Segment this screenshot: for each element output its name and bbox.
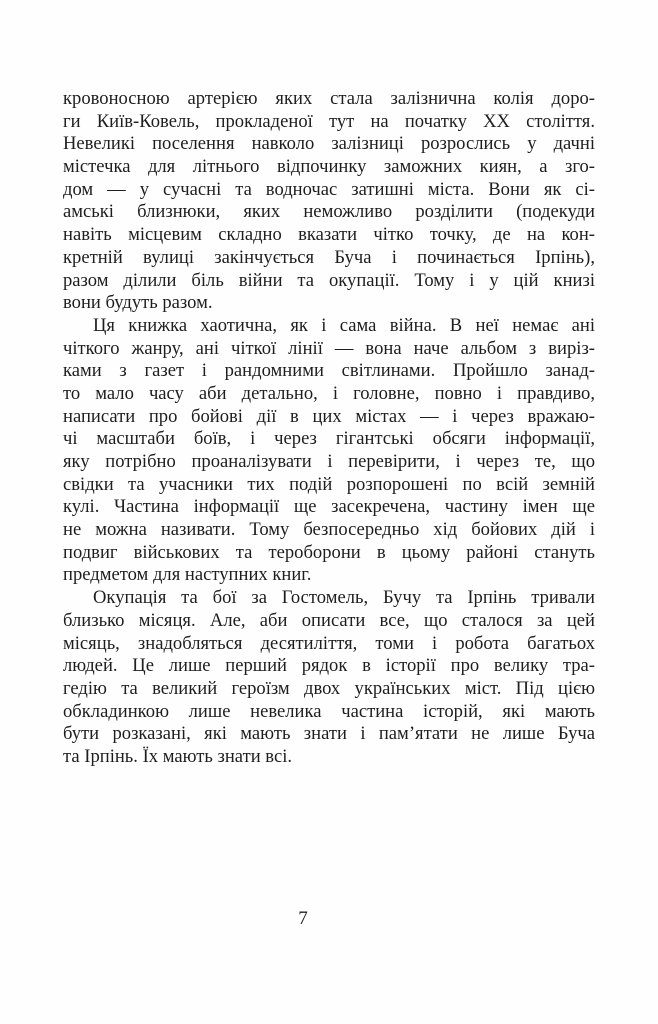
text-line: обкладинкою лише невелика частина історій, які мають [63, 700, 595, 722]
text-line: кулі. Частина інформації ще засекречена, частину імен ще [63, 496, 595, 518]
text-line: ками з газет і рандомними світлинами. Пройшло занад- [63, 360, 595, 382]
page-number: 7 [298, 908, 308, 929]
text-line: дом — у сучасні та водночас затишні міста. Вони як сі- [63, 178, 595, 200]
text-line: свідки та учасники тих подій розпорошені по всій земній [63, 473, 595, 495]
text-line: Ця книжка хаотична, як і сама війна. В неї немає ані [93, 314, 595, 336]
text-line: написати про бойові дії в цих містах — і через вражаю- [63, 405, 595, 427]
text-line: та Ірпінь. Їх мають знати всі. [63, 745, 293, 767]
text-line: то мало часу аби детально, і головне, повно і правдиво, [63, 382, 595, 404]
text-line: чі масштаби боїв, і через гігантські обсяги інформації, [63, 428, 595, 450]
text-line: бути розказані, які мають знати і пам’ятати не лише Буча [63, 723, 595, 745]
text-line: кретній вулиці закінчується Буча і починається Ірпінь), [63, 246, 595, 268]
text-line: предметом для наступних книг. [63, 564, 312, 586]
text-line: кровоносною артерією яких стала залізнична колія доро- [63, 88, 595, 109]
text-line: місяць, знадобляться десятиліття, томи і робота багатьох [63, 632, 595, 654]
text-line: не можна називати. Тому безпосередньо хід бойових дій і [63, 519, 595, 541]
text-line: містечка для літнього відпочинку заможних киян, а зго- [63, 156, 595, 178]
text-line: навіть місцевим складно вказати чітко точку, де на кон- [63, 224, 595, 246]
text-line: Окупація та бої за Гостомель, Бучу та Ірпінь тривали [93, 587, 595, 609]
text-line: Невеликі поселення навколо залізниці розрослись у дачні [63, 133, 595, 155]
text-line: амські близнюки, яких неможливо розділити (подекуди [63, 201, 595, 223]
text-line: ги Київ-Ковель, прокладеної тут на початку XX століття. [63, 110, 595, 132]
text-line: людей. Це лише перший рядок в історії про велику тра- [63, 655, 595, 677]
text-line: гедію та великий героїзм двох українських міст. Під цією [63, 677, 595, 699]
body-text [63, 88, 595, 769]
text-line: яку потрібно проаналізувати і перевірити, і через те, що [63, 451, 595, 472]
text-line: разом ділили біль війни та окупації. Тому і у цій книзі [63, 269, 595, 291]
text-line: вони будуть разом. [63, 292, 213, 314]
text-line: чіткого жанру, ані чіткої лінії — вона наче альбом з виріз- [63, 337, 595, 359]
text-line: подвиг військових та тероборони в цьому районі стануть [63, 541, 595, 563]
text-line: близько місяця. Але, аби описати все, що сталося за цей [63, 609, 595, 631]
